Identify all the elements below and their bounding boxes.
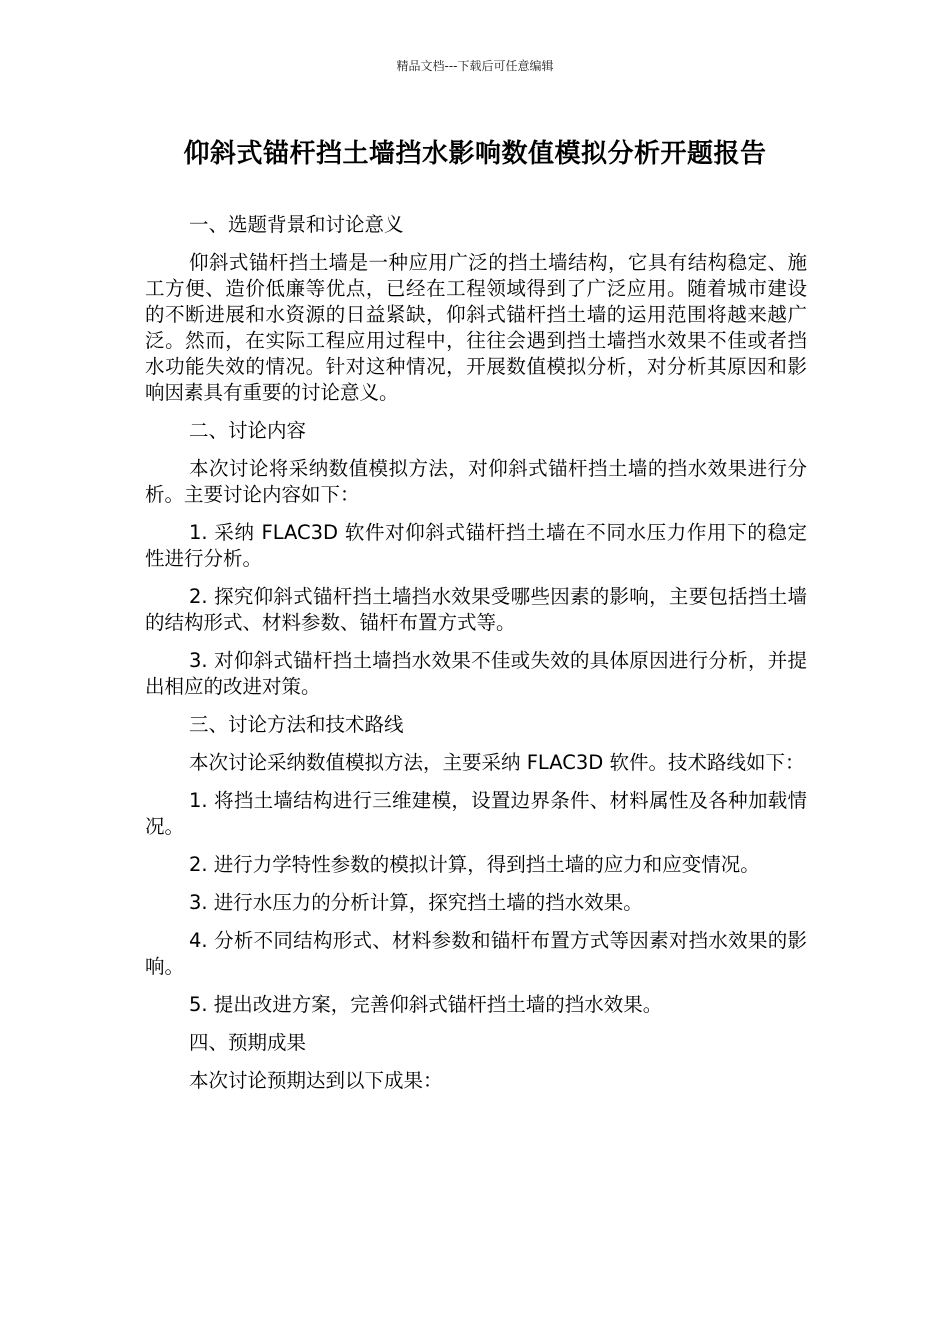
list-item-method-3: 3. 进行水压力的分析计算，探究挡土墙的挡水效果。 [189,891,643,914]
list-item-method-1: 1. 将挡土墙结构进行三维建模，设置边界条件、材料属性及各种加载情况。 [145,789,807,838]
section-heading-method: 三、讨论方法和技术路线 [189,713,404,736]
list-item-content-2: 2. 探究仰斜式锚杆挡土墙挡水效果受哪些因素的影响，主要包括挡土墙的结构形式、材料参数、锚杆布置方式等。 [145,585,807,634]
list-item-method-2: 2. 进行力学特性参数的模拟计算，得到挡土墙的应力和应变情况。 [189,853,760,876]
list-item-method-4: 4. 分析不同结构形式、材料参数和锚杆布置方式等因素对挡水效果的影响。 [145,929,807,978]
section-heading-content: 二、讨论内容 [189,419,307,442]
list-item-method-5: 5. 提出改进方案，完善仰斜式锚杆挡土墙的挡水效果。 [189,993,663,1016]
list-item-content-1: 1. 采纳 FLAC3D 软件对仰斜式锚杆挡土墙在不同水压力作用下的稳定性进行分析。 [145,521,807,570]
document-title: 仰斜式锚杆挡土墙挡水影响数值模拟分析开题报告 [183,139,767,169]
paragraph-content-intro: 本次讨论将采纳数值模拟方法，对仰斜式锚杆挡土墙的挡水效果进行分析。主要讨论内容如下： [145,457,807,506]
paragraph-results-intro: 本次讨论预期达到以下成果： [189,1069,443,1092]
page-header-note: 精品文档---下载后可任意编辑 [396,59,554,73]
section-heading-results: 四、预期成果 [189,1031,307,1054]
document-body [145,212,807,1106]
section-heading-background: 一、选题背景和讨论意义 [189,213,404,236]
list-item-content-3: 3. 对仰斜式锚杆挡土墙挡水效果不佳或失效的具体原因进行分析，并提出相应的改进对策。 [145,649,807,698]
paragraph-background: 仰斜式锚杆挡土墙是一种应用广泛的挡土墙结构，它具有结构稳定、施工方便、造价低廉等优点，已经在工程领域得到了广泛应用。随着城市建设的不断进展和水资源的日益紧缺，仰斜式锚杆挡土墙的运用范围将越来越广泛。然而，在实际工程应用过程中，往往会遇到挡土墙挡水效果不佳或者挡水功能失效的情况。针对这种情况，开展数值模拟分析，对分析其原因和影响因素具有重要的讨论意义。 [145,251,807,404]
paragraph-method-intro: 本次讨论采纳数值模拟方法，主要采纳 FLAC3D 软件。技术路线如下： [189,751,805,774]
